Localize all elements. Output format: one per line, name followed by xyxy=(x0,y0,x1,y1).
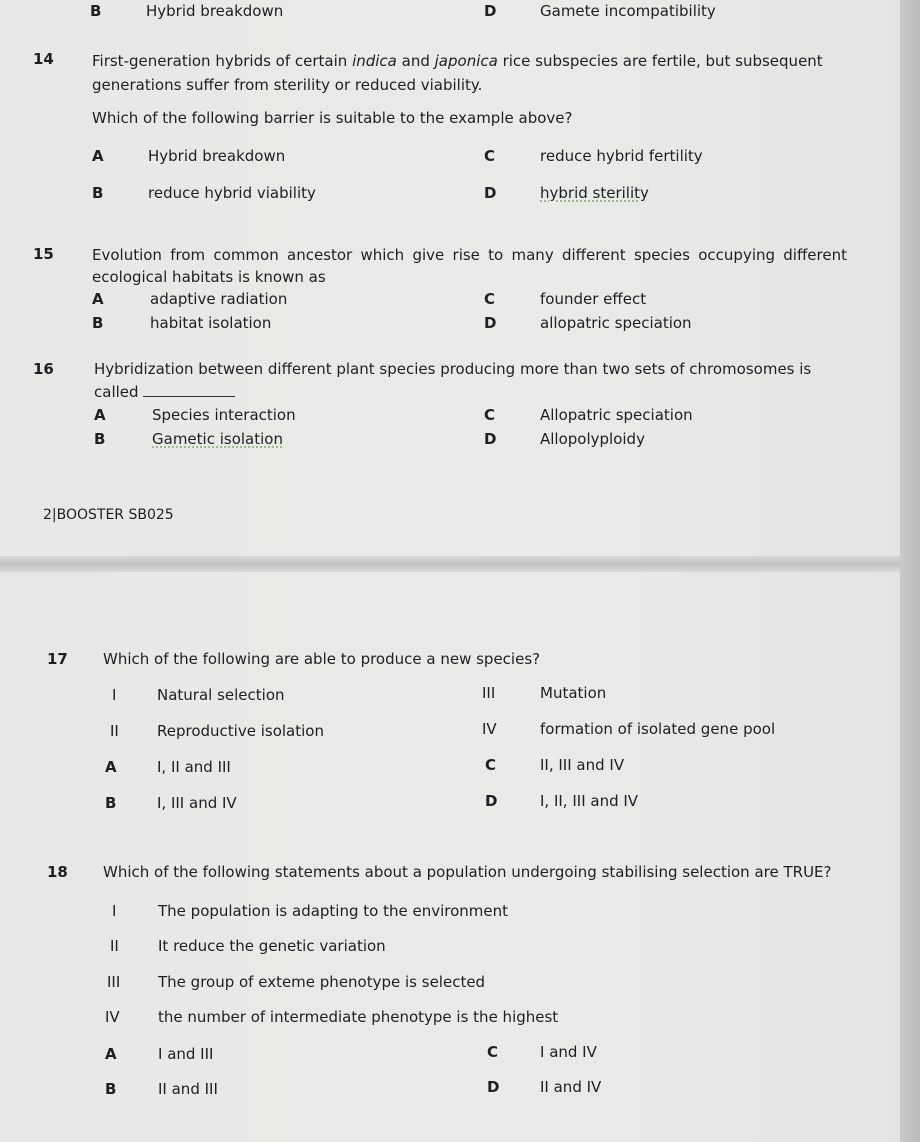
q17-option-letter-d[interactable]: D xyxy=(485,792,498,810)
q17-statement-roman-3: III xyxy=(482,684,496,702)
q15-option-text-d[interactable]: allopatric speciation xyxy=(540,314,692,332)
q14-option-letter-b[interactable]: B xyxy=(92,184,104,202)
q17-option-text-a[interactable]: I, II and III xyxy=(157,758,231,776)
q15-option-letter-d[interactable]: D xyxy=(484,314,497,332)
page-break-band xyxy=(0,556,900,572)
q18-option-text-c[interactable]: I and IV xyxy=(540,1043,597,1061)
q18-option-letter-c[interactable]: C xyxy=(487,1043,499,1061)
q14-option-text-a[interactable]: Hybrid breakdown xyxy=(148,147,286,165)
q17-option-text-b[interactable]: I, III and IV xyxy=(157,794,237,812)
q18-option-letter-b[interactable]: B xyxy=(105,1080,117,1098)
q18-statement-roman-1: I xyxy=(112,902,117,920)
q18-statement-text-3: The group of exteme phenotype is selected xyxy=(158,973,486,991)
page-footer: 2|BOOSTER SB025 xyxy=(43,507,174,523)
question-stem-18: Which of the following statements about a population undergoing stabilising selection are TRUE? xyxy=(103,863,832,881)
q14-option-letter-a[interactable]: A xyxy=(92,147,104,165)
q13-option-letter-b: B xyxy=(90,2,102,20)
q16-option-letter-d[interactable]: D xyxy=(484,430,497,448)
q18-statement-roman-3: III xyxy=(107,973,121,991)
q15-option-letter-c[interactable]: C xyxy=(484,290,496,308)
question-stem-14 xyxy=(92,49,832,97)
question-number-15: 15 xyxy=(33,245,54,263)
q17-statement-text-2: Reproductive isolation xyxy=(157,722,324,740)
q14-option-letter-d[interactable]: D xyxy=(484,184,497,202)
q17-option-letter-c[interactable]: C xyxy=(485,756,497,774)
question-number-14: 14 xyxy=(33,50,54,68)
q17-statement-roman-2: II xyxy=(110,722,119,740)
q18-option-letter-a[interactable]: A xyxy=(105,1045,117,1063)
q15-option-text-c[interactable]: founder effect xyxy=(540,290,647,308)
q17-statement-roman-1: I xyxy=(112,686,117,704)
q17-option-text-c[interactable]: II, III and IV xyxy=(540,756,625,774)
q16-option-text-b[interactable]: Gametic isolation xyxy=(152,430,283,448)
q18-option-text-a[interactable]: I and III xyxy=(158,1045,214,1063)
q17-statement-text-4: formation of isolated gene pool xyxy=(540,720,776,738)
q14-option-text-c[interactable]: reduce hybrid fertility xyxy=(540,147,703,165)
q18-statement-text-2: It reduce the genetic variation xyxy=(158,937,386,955)
q14-option-letter-c[interactable]: C xyxy=(484,147,496,165)
q16-option-text-c[interactable]: Allopatric speciation xyxy=(540,406,693,424)
answer-blank xyxy=(143,382,235,397)
q16-option-letter-b[interactable]: B xyxy=(94,430,106,448)
q18-statement-roman-4: IV xyxy=(105,1008,120,1026)
question-number-16: 16 xyxy=(33,360,54,378)
question-stem-16-line2 xyxy=(94,382,235,402)
q16-option-letter-c[interactable]: C xyxy=(484,406,496,424)
q14-stem-post: rice subspecies are fertile, but subsequent generations suffer from sterility or reduced viability. xyxy=(92,52,823,94)
q18-option-letter-d[interactable]: D xyxy=(487,1078,500,1096)
q14-stem-pre: First-generation hybrids of certain xyxy=(92,52,353,70)
question-prompt-14: Which of the following barrier is suitable to the example above? xyxy=(92,109,573,127)
q13-option-text-b: Hybrid breakdown xyxy=(146,2,284,20)
q14-stem-japonica: japonica xyxy=(434,52,498,70)
q14-stem-indica: indica xyxy=(352,52,397,70)
q16-option-letter-a[interactable]: A xyxy=(94,406,106,424)
q18-statement-roman-2: II xyxy=(110,937,119,955)
q14-option-text-b[interactable]: reduce hybrid viability xyxy=(148,184,316,202)
q18-option-text-d[interactable]: II and IV xyxy=(540,1078,602,1096)
q17-statement-text-1: Natural selection xyxy=(157,686,285,704)
q15-option-letter-b[interactable]: B xyxy=(92,314,104,332)
q17-statement-text-3: Mutation xyxy=(540,684,607,702)
q16-option-text-d[interactable]: Allopolyploidy xyxy=(540,430,645,448)
q13-option-text-d: Gamete incompatibility xyxy=(540,2,716,20)
question-stem-15: Evolution from common ancestor which give rise to many different species occupying different ecological habitats is known as xyxy=(92,246,847,286)
q14-stem-mid: and xyxy=(396,52,435,70)
question-number-17: 17 xyxy=(47,650,68,668)
q18-option-text-b[interactable]: II and III xyxy=(158,1080,218,1098)
q14-option-text-d[interactable]: hybrid sterility xyxy=(540,184,649,202)
q15-option-text-b[interactable]: habitat isolation xyxy=(150,314,272,332)
question-stem-17: Which of the following are able to produce a new species? xyxy=(103,650,541,668)
q18-statement-text-4: the number of intermediate phenotype is the highest xyxy=(158,1008,559,1026)
q16-option-text-a[interactable]: Species interaction xyxy=(152,406,296,424)
q17-statement-roman-4: IV xyxy=(482,720,497,738)
question-stem-16-line1: Hybridization between different plant species producing more than two sets of chromosomes is xyxy=(94,360,812,378)
q17-option-letter-a[interactable]: A xyxy=(105,758,117,776)
q17-option-letter-b[interactable]: B xyxy=(105,794,117,812)
q15-option-letter-a[interactable]: A xyxy=(92,290,104,308)
page-edge-shadow xyxy=(900,0,920,1142)
q17-option-text-d[interactable]: I, II, III and IV xyxy=(540,792,639,810)
q18-statement-text-1: The population is adapting to the environment xyxy=(158,902,509,920)
question-number-18: 18 xyxy=(47,863,68,881)
q13-option-letter-d: D xyxy=(484,2,497,20)
q15-option-text-a[interactable]: adaptive radiation xyxy=(150,290,288,308)
q16-stem-called: called xyxy=(94,383,139,401)
